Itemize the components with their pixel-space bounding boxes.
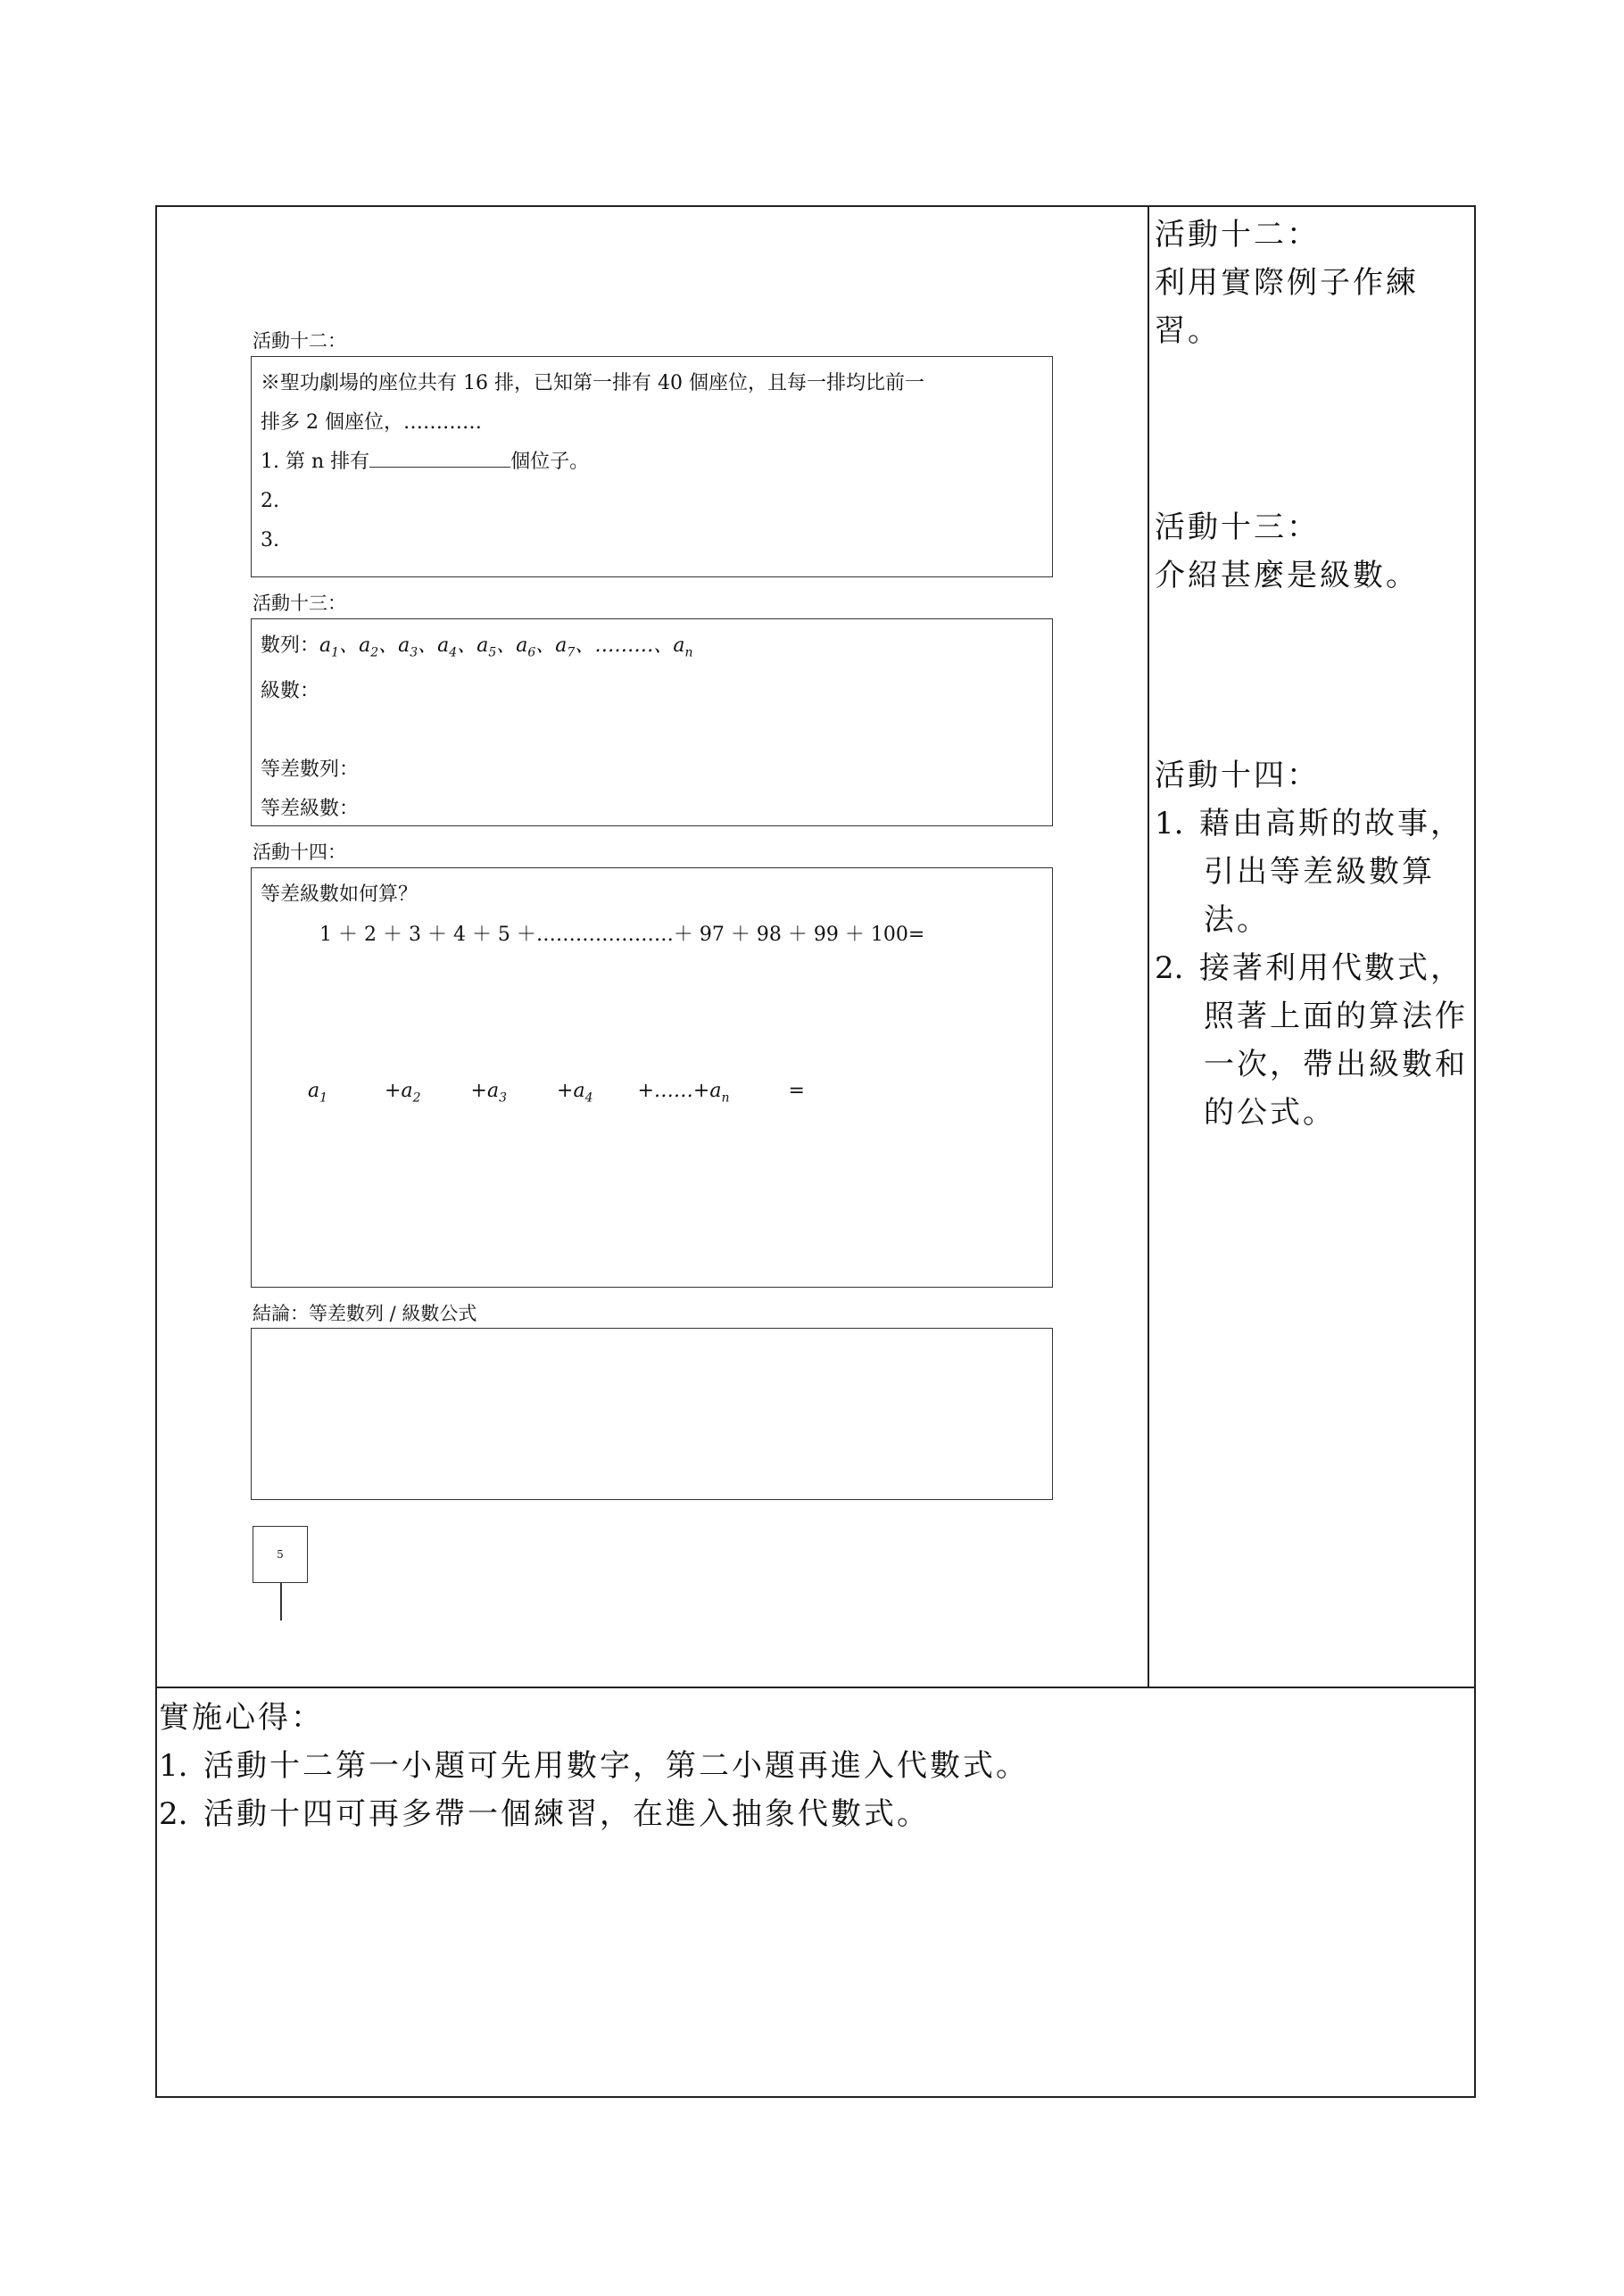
act14-algebra-line: $a_1 +a_2 +a_3 +a_4$ $+\dots\dots+a_n$ = (308, 1080, 805, 1106)
reflection-item2: 2. 活動十四可再多帶一個練習，在進入抽象代數式。 (159, 1796, 930, 1832)
answer-blank[interactable] (369, 443, 510, 468)
side-act14-item1: 1. 藉由高斯的故事， (1155, 806, 1463, 841)
act13-arith-seq-line: 等差數列： (261, 758, 360, 782)
row-divider (155, 1687, 1476, 1688)
reflection-title: 實施心得： (159, 1700, 324, 1736)
side-act13-text: 介紹甚麼是級數。 (1155, 558, 1419, 593)
act14-label: 活動十四： (253, 841, 346, 863)
side-act12-text1: 利用實際例子作練 (1155, 265, 1419, 301)
conclusion-label: 結論：等差數列 / 級數公式 (253, 1303, 477, 1324)
conclusion-box (251, 1328, 1053, 1500)
sequence-terms: $a_1$、$a_2$、$a_3$、$a_4$、$a_5$、$a_6$、$a_7$、………、$a_n$ (319, 634, 693, 660)
act12-problem-line2: 排多 2 個座位，………… (261, 411, 482, 434)
act13-arith-series-line: 等差級數： (261, 798, 360, 821)
page-marker-stem (280, 1583, 282, 1620)
side-act12 (1155, 211, 1419, 355)
act12-label: 活動十二： (253, 330, 346, 352)
act12-question3: 3. (261, 529, 279, 551)
side-act13-title: 活動十三： (1155, 510, 1320, 545)
side-act14: 活動十四： 1. 藉由高斯的故事， 引出等差級數算 法。 2. 接著利用代數式， 照著上面的算法作 一次，帶出級數和 的公式。 (1155, 751, 1468, 1137)
page-number: 5 (253, 1526, 308, 1583)
side-act14-title: 活動十四： (1155, 758, 1320, 793)
act14-sum-line: 1 ＋ 2 ＋ 3 ＋ 4 ＋ 5 ＋…………………＋ 97 ＋ 98 ＋ 99 ＋ 100= (319, 924, 925, 946)
reflection-item1: 1. 活動十二第一小題可先用數字，第二小題再進入代數式。 (159, 1748, 1029, 1784)
act12-question1 (261, 443, 1043, 482)
act12-q1-prefix: 1. 第 n 排有 (261, 451, 370, 473)
column-divider (1148, 205, 1149, 1688)
side-act12-title: 活動十二： (1155, 217, 1320, 253)
act13-sequence-line (261, 626, 1043, 672)
act12-problem-line1: ※聖功劇場的座位共有 16 排，已知第一排有 40 個座位，且每一排均比前一 (261, 372, 924, 394)
act13-label: 活動十三： (253, 593, 346, 614)
act13-seq-prefix: 數列： (261, 634, 320, 657)
act14-question: 等差級數如何算？ (261, 883, 418, 906)
side-act13 (1155, 503, 1419, 600)
reflection-section (159, 1694, 1029, 1838)
act12-q1-suffix: 個位子。 (510, 451, 590, 473)
act13-series-line: 級數： (261, 680, 320, 703)
side-act14-item2: 2. 接著利用代數式， (1155, 950, 1463, 986)
act13-box (251, 618, 1053, 826)
act12-box (251, 356, 1053, 577)
side-act12-text2: 習。 (1155, 313, 1221, 349)
act12-question2: 2. (261, 490, 279, 512)
